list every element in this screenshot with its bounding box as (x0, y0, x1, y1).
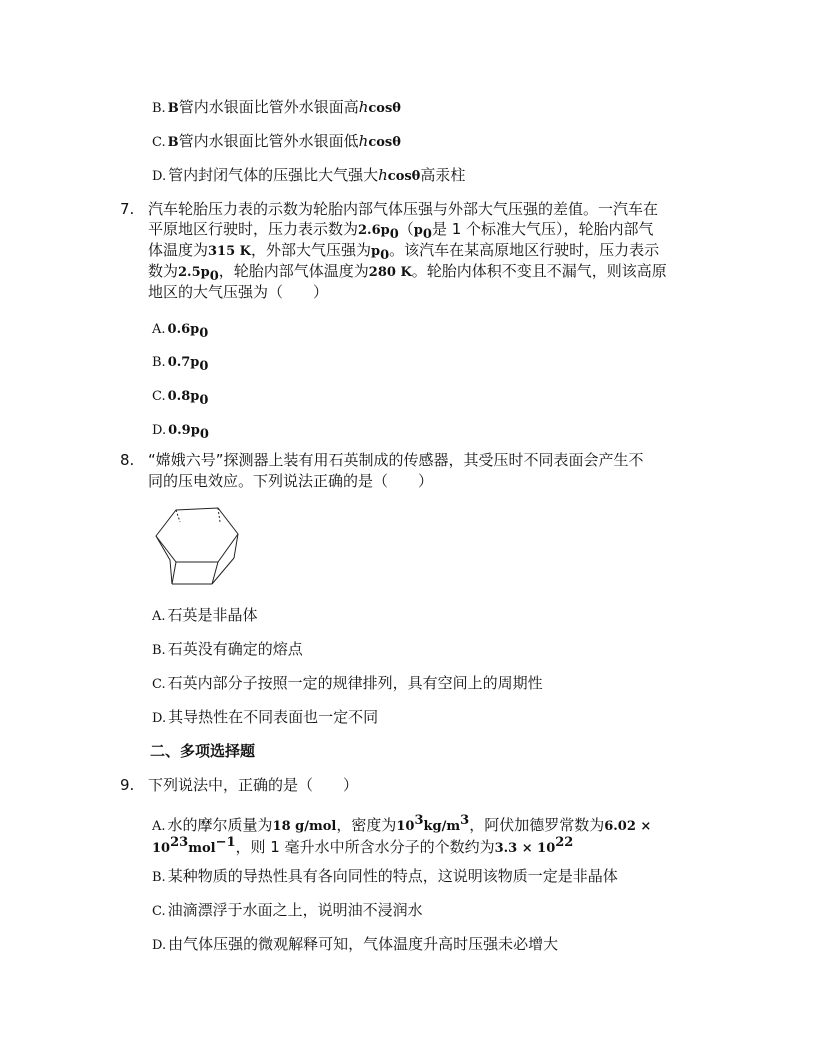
q9-stem: 下列说法中，正确的是（ ） (148, 776, 359, 794)
math-value: 10 (396, 819, 415, 834)
option-prefix: B (167, 135, 179, 150)
option-text: 管内水银面比管外水银面高 (178, 98, 359, 116)
math-h: h (358, 98, 369, 116)
subscript: 0 (199, 359, 209, 374)
q7-option-d (152, 419, 209, 445)
q8-line-1: “嫦娥六号”探测器上装有用石英制成的传感器，其受压时不同表面会产生不 (148, 451, 644, 469)
option-text: 其导热性在不同表面也一定不同 (168, 708, 379, 726)
option-label: B. (152, 101, 166, 116)
math-h: h (358, 132, 369, 150)
q7-option-c (152, 385, 208, 411)
math-value: 18 g/mol (272, 819, 337, 834)
q9-option-d (152, 934, 558, 956)
option-label: C. (152, 904, 166, 919)
section-heading: 二、多项选择题 (150, 742, 256, 760)
superscript: 3 (414, 813, 424, 828)
math-p: p (371, 244, 381, 259)
subscript: 0 (422, 227, 432, 242)
math-h: h (378, 166, 388, 184)
q8-option-a (152, 605, 258, 627)
option-value: 0.9p (168, 423, 200, 438)
q8-number: 8. (120, 451, 135, 469)
q7-line-5: 地区的大气压强为（ ） (148, 283, 329, 301)
option-label: A. (152, 609, 166, 624)
text: 水的摩尔质量为 (167, 816, 273, 834)
text: 体温度为 (148, 241, 209, 259)
math-cos: cosθ (368, 135, 401, 150)
text: ，则 1 毫升水中所含水分子的个数约为 (235, 838, 495, 856)
q6-option-b (152, 97, 401, 119)
q7-option-a (152, 318, 208, 344)
option-label: B. (152, 643, 166, 658)
subscript: 0 (380, 248, 390, 263)
math-value: 280 K (368, 265, 412, 280)
q8-option-d (152, 707, 378, 729)
q9-option-a-line-2 (152, 833, 573, 859)
math-value: 315 K (208, 244, 251, 259)
text: 数为 (148, 262, 179, 280)
text: ，密度为 (336, 816, 397, 834)
text: 。轮胎内体积不变且不漏气，则该高原 (411, 262, 667, 280)
option-tail: 高汞柱 (420, 166, 466, 184)
math-value: 2.5p (178, 265, 210, 280)
superscript: 23 (170, 835, 189, 850)
option-text: 石英内部分子按照一定的规律排列，具有空间上的周期性 (167, 674, 543, 692)
math-value: 6.02 × (604, 819, 652, 834)
math-p: p (413, 223, 423, 238)
math-cos: cosθ (368, 101, 401, 116)
option-label: C. (152, 389, 166, 404)
option-text: 石英没有确定的熔点 (167, 640, 303, 658)
option-label: B. (152, 355, 166, 370)
text: （ (398, 220, 414, 238)
option-label: A. (152, 322, 166, 337)
text: ，阿伏加德罗常数为 (469, 816, 605, 834)
option-value: 0.8p (167, 389, 200, 404)
q8-option-c (152, 673, 543, 695)
subscript: 0 (209, 269, 219, 284)
option-label: D. (152, 938, 167, 953)
option-label: D. (152, 423, 167, 438)
math-value: 3.3 × 10 (494, 841, 556, 856)
q8-line-2: 同的压电效应。下列说法正确的是（ ） (148, 472, 434, 490)
option-text: 某种物质的导热性具有各向同性的特点，这说明该物质一定是非晶体 (167, 867, 618, 885)
option-prefix: B (167, 101, 179, 116)
q9-option-b (152, 866, 618, 888)
math-cos: cosθ (387, 169, 421, 184)
subscript: 0 (199, 393, 209, 408)
q9-option-c (152, 900, 423, 922)
option-label: A. (152, 819, 166, 834)
superscript: 22 (555, 835, 574, 850)
option-text: 管内封闭气体的压强比大气强大 (168, 166, 379, 184)
q9-number: 9. (120, 776, 135, 794)
option-label: D. (152, 169, 167, 184)
superscript: −1 (215, 835, 236, 850)
option-text: 由气体压强的微观解释可知，气体温度升高时压强未必增大 (168, 935, 559, 953)
math-value: 10 (152, 841, 171, 856)
math-unit: kg/m (423, 819, 461, 834)
subscript: 0 (199, 326, 209, 341)
math-value: 2.6p (358, 223, 390, 238)
option-label: D. (152, 711, 167, 726)
superscript: 3 (460, 813, 470, 828)
q7-line-1: 汽车轮胎压力表的示数为轮胎内部气体压强与外部大气压强的差值。一汽车在 (148, 200, 659, 218)
option-text: 油滴漂浮于水面之上，说明油不浸润水 (167, 901, 423, 919)
subscript: 0 (389, 227, 399, 242)
text: 平原地区行驶时，压力表示数为 (148, 220, 359, 238)
option-text: 石英是非晶体 (167, 606, 258, 624)
q7-number: 7. (120, 200, 135, 218)
option-text: 管内水银面比管外水银面低 (178, 132, 359, 150)
option-label: C. (152, 135, 166, 150)
q7-option-b (152, 351, 208, 377)
option-value: 0.6p (167, 322, 200, 337)
quartz-hexagonal-prism-figure (150, 502, 246, 588)
option-label: B. (152, 870, 166, 885)
q6-option-d (152, 165, 465, 187)
text: ，轮胎内部气体温度为 (218, 262, 369, 280)
text: 。该汽车在某高原地区行驶时，压力表示 (389, 241, 660, 259)
subscript: 0 (199, 427, 209, 442)
math-unit: mol (188, 841, 216, 856)
text: 是 1 个标准大气压），轮胎内部气 (431, 220, 654, 238)
q8-option-b (152, 639, 303, 661)
option-value: 0.7p (167, 355, 200, 370)
q6-option-c (152, 131, 401, 153)
option-label: C. (152, 677, 166, 692)
text: ，外部大气压强为 (250, 241, 371, 259)
